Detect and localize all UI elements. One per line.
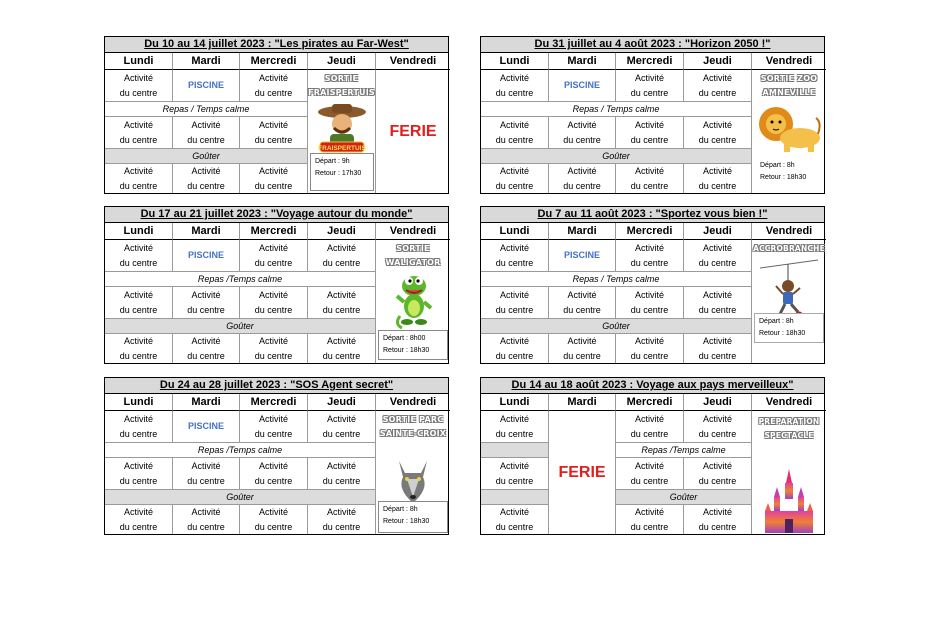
day-header: Mardi bbox=[549, 223, 616, 240]
activity-cell: Activité du centre bbox=[105, 505, 173, 534]
week-2-schedule bbox=[480, 36, 825, 194]
activity-cell: Activité du centre bbox=[616, 287, 684, 319]
activity-cell: Activité du centre bbox=[616, 117, 684, 149]
activity-cell: Activité du centre bbox=[240, 458, 308, 490]
outing-title: SORTIE PARC SAINTE-CROIX bbox=[379, 415, 447, 438]
outing-cell bbox=[752, 240, 826, 363]
holiday-label: FERIE bbox=[558, 463, 606, 481]
lunch-band: Repas /Temps calme bbox=[105, 272, 376, 287]
departure-box: Départ : 8h Retour : 18h30 bbox=[756, 158, 824, 188]
day-header: Lundi bbox=[481, 53, 549, 70]
activity-cell: Activité du centre bbox=[684, 505, 752, 534]
day-header: Jeudi bbox=[684, 223, 752, 240]
activity-cell: Activité du centre bbox=[105, 411, 173, 443]
snack-band: Goûter bbox=[105, 319, 376, 334]
day-header: Mercredi bbox=[616, 53, 684, 70]
zipline-kid-image bbox=[758, 258, 820, 318]
holiday-cell bbox=[549, 411, 616, 534]
activity-cell: Activité du centre bbox=[549, 117, 616, 149]
day-header: Vendredi bbox=[752, 223, 826, 240]
lunch-band: Repas / Temps calme bbox=[105, 102, 308, 117]
week-title: Du 31 juillet au 4 août 2023 : "Horizon 2050 !" bbox=[480, 36, 825, 52]
day-header: Vendredi bbox=[752, 53, 826, 70]
activity-cell: Activité du centre bbox=[616, 240, 684, 272]
day-header: Vendredi bbox=[376, 53, 450, 70]
day-header: Mardi bbox=[173, 223, 240, 240]
outing-cell bbox=[752, 411, 826, 534]
activity-cell: Activité du centre bbox=[481, 505, 549, 534]
day-header: Mercredi bbox=[240, 53, 308, 70]
week-5-schedule bbox=[104, 377, 449, 535]
departure-box: Départ : 9h Retour : 17h30 bbox=[310, 153, 374, 191]
activity-cell: Activité du centre bbox=[308, 334, 376, 363]
activity-cell: Activité du centre bbox=[481, 117, 549, 149]
lunch-band: Repas /Temps calme bbox=[616, 443, 752, 458]
day-header: Vendredi bbox=[376, 223, 450, 240]
day-header: Jeudi bbox=[308, 394, 376, 411]
activity-cell: Activité du centre bbox=[481, 240, 549, 272]
day-header: Mardi bbox=[549, 53, 616, 70]
piscine-cell: PISCINE bbox=[549, 70, 616, 102]
activity-cell: Activité du centre bbox=[173, 334, 240, 363]
outing-title: SORTIE FRAISPERTUIS bbox=[308, 74, 375, 97]
activity-cell: Activité du centre bbox=[105, 70, 173, 102]
activity-cell: Activité du centre bbox=[549, 164, 616, 193]
piscine-cell: PISCINE bbox=[549, 240, 616, 272]
activity-cell: Activité du centre bbox=[481, 287, 549, 319]
week-title: Du 17 au 21 juillet 2023 : "Voyage autour du monde" bbox=[104, 206, 449, 222]
fraispertuis-logo-text: FRAISPERTUIS bbox=[318, 145, 366, 152]
holiday-label: FERIE bbox=[389, 122, 437, 140]
activity-cell: Activité du centre bbox=[173, 505, 240, 534]
activity-cell: Activité du centre bbox=[616, 505, 684, 534]
activity-cell: Activité du centre bbox=[616, 334, 684, 363]
activity-cell: Activité du centre bbox=[240, 505, 308, 534]
week-6-schedule bbox=[480, 377, 825, 535]
activity-cell: Activité du centre bbox=[549, 334, 616, 363]
lunch-band-empty bbox=[481, 443, 549, 458]
week-title: Du 7 au 11 août 2023 : "Sportez vous bien !" bbox=[480, 206, 825, 222]
day-header: Mercredi bbox=[240, 394, 308, 411]
activity-cell: Activité du centre bbox=[173, 287, 240, 319]
lunch-band: Repas / Temps calme bbox=[481, 102, 752, 117]
lunch-band: Repas / Temps calme bbox=[481, 272, 752, 287]
snack-band: Goûter bbox=[105, 149, 308, 164]
day-header: Mercredi bbox=[616, 394, 684, 411]
castle-image bbox=[764, 469, 814, 533]
snack-band: Goûter bbox=[481, 319, 752, 334]
holiday-cell bbox=[376, 70, 450, 193]
crocodile-mascot-image bbox=[394, 272, 434, 330]
outing-cell bbox=[308, 70, 376, 193]
activity-cell: Activité du centre bbox=[240, 287, 308, 319]
snack-band: Goûter bbox=[616, 490, 752, 505]
week-title: Du 14 au 18 août 2023 : Voyage aux pays merveilleux" bbox=[480, 377, 825, 393]
activity-cell: Activité du centre bbox=[616, 458, 684, 490]
day-header: Lundi bbox=[105, 394, 173, 411]
day-header: Jeudi bbox=[308, 223, 376, 240]
activity-cell: Activité du centre bbox=[684, 411, 752, 443]
day-header: Mardi bbox=[173, 53, 240, 70]
outing-title: ACCROBRANCHE bbox=[753, 244, 825, 253]
activity-cell: Activité du centre bbox=[240, 334, 308, 363]
day-header: Lundi bbox=[105, 53, 173, 70]
departure-box: Départ : 8h Retour : 18h30 bbox=[378, 501, 448, 533]
day-header: Jeudi bbox=[684, 53, 752, 70]
outing-cell bbox=[376, 240, 450, 363]
activity-cell: Activité du centre bbox=[105, 117, 173, 149]
activity-cell: Activité du centre bbox=[308, 458, 376, 490]
day-header: Mercredi bbox=[240, 223, 308, 240]
activity-cell: Activité du centre bbox=[549, 287, 616, 319]
activity-cell: Activité du centre bbox=[240, 240, 308, 272]
activity-cell: Activité du centre bbox=[684, 240, 752, 272]
snack-band: Goûter bbox=[105, 490, 376, 505]
lion-image bbox=[756, 102, 822, 154]
piscine-cell: PISCINE bbox=[173, 70, 240, 102]
piscine-cell: PISCINE bbox=[173, 240, 240, 272]
activity-cell: Activité du centre bbox=[684, 334, 752, 363]
activity-cell: Activité du centre bbox=[240, 70, 308, 102]
activity-cell: Activité du centre bbox=[308, 411, 376, 443]
activity-cell: Activité du centre bbox=[481, 411, 549, 443]
activity-cell: Activité du centre bbox=[240, 164, 308, 193]
activity-cell: Activité du centre bbox=[240, 411, 308, 443]
departure-box: Départ : 8h Retour : 18h30 bbox=[754, 313, 824, 343]
week-3-schedule bbox=[104, 206, 449, 364]
day-header: Mercredi bbox=[616, 223, 684, 240]
piscine-cell: PISCINE bbox=[173, 411, 240, 443]
day-header: Mardi bbox=[549, 394, 616, 411]
day-header: Vendredi bbox=[752, 394, 826, 411]
activity-cell: Activité du centre bbox=[684, 164, 752, 193]
week-title: Du 10 au 14 juillet 2023 : "Les pirates au Far-West" bbox=[104, 36, 449, 52]
activity-cell: Activité du centre bbox=[481, 70, 549, 102]
outing-title: PREPARATION SPECTACLE bbox=[758, 417, 820, 440]
snack-band: Goûter bbox=[481, 149, 752, 164]
activity-cell: Activité du centre bbox=[105, 287, 173, 319]
wolf-image bbox=[393, 459, 433, 505]
activity-cell: Activité du centre bbox=[308, 505, 376, 534]
outing-cell bbox=[752, 70, 826, 193]
activity-cell: Activité du centre bbox=[616, 164, 684, 193]
week-1-schedule bbox=[104, 36, 449, 194]
outing-cell bbox=[376, 411, 450, 534]
activity-cell: Activité du centre bbox=[684, 117, 752, 149]
activity-cell: Activité du centre bbox=[308, 240, 376, 272]
activity-cell: Activité du centre bbox=[616, 70, 684, 102]
day-header: Lundi bbox=[481, 394, 549, 411]
activity-cell: Activité du centre bbox=[173, 117, 240, 149]
activity-cell: Activité du centre bbox=[684, 287, 752, 319]
activity-cell: Activité du centre bbox=[684, 70, 752, 102]
activity-cell: Activité du centre bbox=[616, 411, 684, 443]
outing-title: SORTIE WALIGATOR bbox=[385, 244, 441, 267]
activity-cell: Activité du centre bbox=[240, 117, 308, 149]
departure-box: Départ : 8h00 Retour : 18h30 bbox=[378, 330, 448, 360]
snack-band-empty bbox=[481, 490, 549, 505]
week-title: Du 24 au 28 juillet 2023 : "SOS Agent secret" bbox=[104, 377, 449, 393]
day-header: Jeudi bbox=[684, 394, 752, 411]
day-header: Jeudi bbox=[308, 53, 376, 70]
activity-cell: Activité du centre bbox=[481, 334, 549, 363]
week-4-schedule bbox=[480, 206, 825, 364]
day-header: Vendredi bbox=[376, 394, 450, 411]
activity-cell: Activité du centre bbox=[173, 458, 240, 490]
day-header: Mardi bbox=[173, 394, 240, 411]
activity-cell: Activité du centre bbox=[308, 287, 376, 319]
lunch-band: Repas /Temps calme bbox=[105, 443, 376, 458]
outing-title: SORTIE ZOO AMNEVILLE bbox=[760, 74, 818, 97]
activity-cell: Activité du centre bbox=[105, 240, 173, 272]
activity-cell: Activité du centre bbox=[173, 164, 240, 193]
activity-cell: Activité du centre bbox=[481, 164, 549, 193]
activity-cell: Activité du centre bbox=[481, 458, 549, 490]
activity-cell: Activité du centre bbox=[105, 164, 173, 193]
activity-cell: Activité du centre bbox=[105, 458, 173, 490]
day-header: Lundi bbox=[481, 223, 549, 240]
day-header: Lundi bbox=[105, 223, 173, 240]
activity-cell: Activité du centre bbox=[684, 458, 752, 490]
activity-cell: Activité du centre bbox=[105, 334, 173, 363]
